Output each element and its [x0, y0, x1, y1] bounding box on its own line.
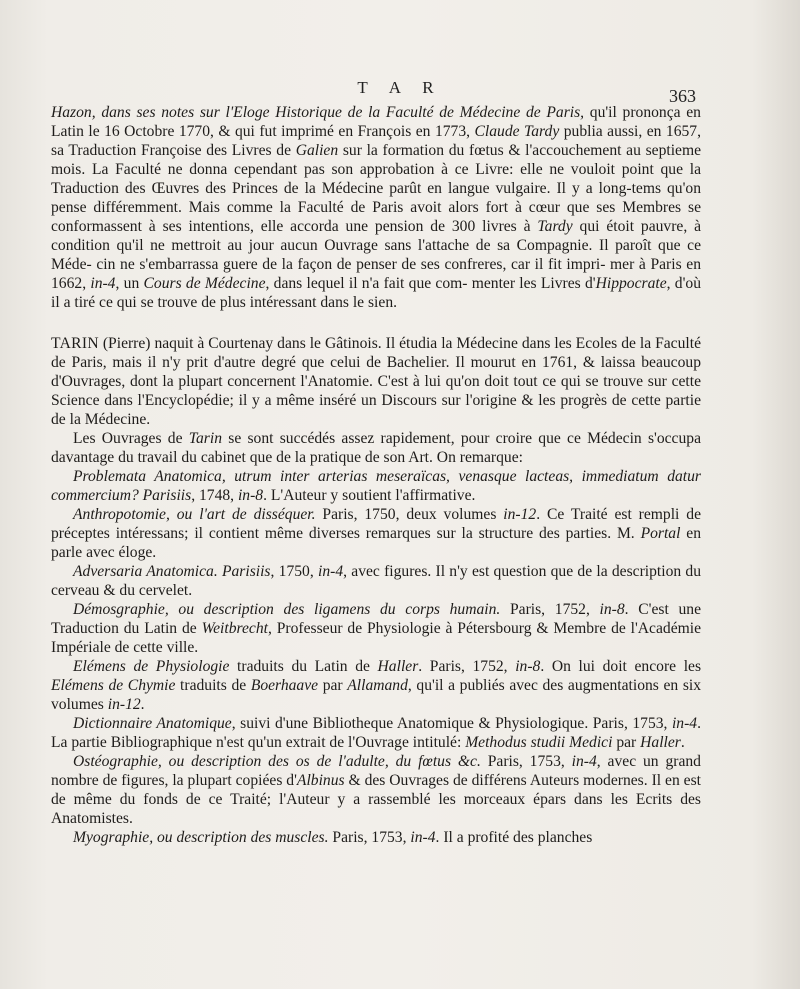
text-line: qu'il prononça en Latin le 16 Octobre 1770, & qui fut imprimé en François en [51, 104, 701, 140]
work-text: , avec figures. Il n'y est question que de la description du cerveau & du cervelet. [51, 563, 702, 599]
headword: TARIN [51, 335, 99, 352]
author-name: Portal [640, 525, 681, 542]
work-text: . [680, 734, 685, 751]
author-name: Galien [295, 142, 339, 159]
format: in-8 [599, 601, 625, 618]
work-text: traduits de [175, 677, 251, 694]
text-line: y a long-tems qu'on pense différemment. Mais comme la Faculté de Paris avoit [51, 180, 701, 216]
text-line: sur la formation du fœtus & l'accouchement au septieme mois. La Faculté [51, 142, 702, 178]
author-name: Haller [640, 734, 681, 751]
work-text: , avec un grand nombre de figures, la plupart copiées d' [51, 753, 701, 789]
page-text [51, 103, 701, 847]
format: in-4 [410, 829, 436, 846]
work-entry [51, 752, 701, 828]
text-line: , dans lequel il n'a fait que com- [265, 275, 468, 292]
author-name: Albinus [296, 772, 345, 789]
author-name: Boerhaave [250, 677, 319, 694]
text-line: au jour aucun Ouvrage sans l'attache de sa Compagnie. Il paroît que ce Méde- [51, 237, 701, 273]
author-name: Hippocrate [595, 275, 667, 292]
work-entry [51, 600, 701, 657]
work-title: Démosgraphie, ou description des ligamens du corps humain. [73, 601, 501, 618]
text-line: menter les Livres d' [471, 275, 596, 292]
author-name: Tarin [188, 430, 222, 447]
work-text: . La partie Bibliographique n'est qu'un extrait de l'Ouvrage intitulé: [51, 715, 701, 751]
format: in-12 [107, 696, 141, 713]
work-text: , Professeur de Physiologie à Pétersbourg & Membre de l'Académie Impériale de cette ville. [51, 620, 701, 656]
work-title: Dictionnaire Anatomique [73, 715, 232, 732]
work-title: Ostéographie, ou description des os de l'adulte, du fœtus &c. [73, 753, 481, 770]
work-text: . Paris, 1752, [418, 658, 516, 675]
work-text: , 1748, [191, 487, 238, 504]
format: in-8 [515, 658, 541, 675]
work-entry [51, 505, 701, 562]
work-text: . L'Auteur y soutient l'affirmative. [263, 487, 476, 504]
work-text: & des Ouvrages de différens Auteurs modernes. Il en est de même du fonds de ce Traité; l'Auteur y a rassemblé les morceaux épars dans les Ecrits des Anatomistes. [51, 772, 701, 827]
work-text: . Ce Traité est rempli de préceptes intéressans; il contient même diverses remarques sur la structure des parties. M. [51, 506, 701, 542]
entry-paragraph [51, 429, 701, 467]
author-name: Allamand [347, 677, 408, 694]
text-line: Hazon, dans ses notes sur l'Eloge Historique de la Faculté de Médecine de Paris, [51, 104, 585, 121]
page-number: 363 [669, 86, 696, 106]
work-text: en parle avec éloge. [51, 525, 701, 561]
work-entry [51, 467, 701, 505]
work-text: par [612, 734, 641, 751]
work-entry [51, 828, 701, 847]
format: in-4 [318, 563, 344, 580]
running-head: T A R [357, 78, 443, 97]
work-text: Paris, 1753, [328, 829, 411, 846]
text-line: 1773, [434, 123, 471, 140]
work-text: Paris, 1750, deux volumes [315, 506, 504, 523]
text-line: cin ne s'embarrassa guere de la façon de penser de ses confreres, car il fit impri- [96, 256, 606, 273]
work-text: , suivi d'une Bibliotheque Anatomique & Physiologique. Paris, 1753, [231, 715, 672, 732]
work-entry [51, 714, 701, 752]
author-name: Tardy [537, 218, 573, 235]
work-title: Problemata Anatomica, utrum inter arterias meseraïcas, venasque lacteas, immediatum datur commercium? Parisiis [51, 468, 701, 504]
work-title: Elémens de Chymie [51, 677, 176, 694]
text-line: Traduction des Œuvres des Princes de la Médecine parût en langue vulgaire. Il [51, 180, 566, 197]
work-text: , qu'il a publiés avec des augmentations en six volumes [51, 677, 702, 713]
work-title: Anthropotomie, ou l'art de disséquer. [73, 506, 316, 523]
work-text: . C'est une Traduction du Latin de [51, 601, 701, 637]
work-text: . [140, 696, 145, 713]
author-name: Weitbrecht [201, 620, 268, 637]
format: in-12 [503, 506, 537, 523]
format: in-4 [571, 753, 597, 770]
work-entry [51, 657, 701, 714]
work-text: traduits du Latin de [229, 658, 378, 675]
format: in-4 [671, 715, 698, 732]
work-text: Paris, 1753, [480, 753, 572, 770]
work-title: Myographie, ou description des muscles. [73, 829, 329, 846]
work-text: , 1750, [270, 563, 318, 580]
text-line: publia aussi, en 1657, sa Traduction Françoise des Livres de [51, 123, 701, 159]
work-title: Cours de Médecine [143, 275, 266, 292]
work-text: . On lui doit encore les [540, 658, 702, 675]
entry-text: Les Ouvrages de [73, 430, 189, 447]
continuation-paragraph [51, 103, 701, 312]
format: in-8 [237, 487, 264, 504]
text-line: alors fort à cœur que ses Membres se conformassent à ses intentions, elle accorda [51, 199, 701, 235]
text-line: dans le sien. [320, 294, 398, 311]
text-line: , d'où il a tiré ce qui se trouve de plus intéressant [51, 275, 701, 311]
work-title: Elémens de Physiologie [73, 658, 230, 675]
text-line: , un [115, 275, 144, 292]
author-name: Claude Tardy [474, 123, 560, 140]
work-text: par [318, 677, 348, 694]
work-title: Methodus studii Medici [465, 734, 613, 751]
text-line: ne donna cependant pas son approbation à ce Livre: elle ne vouloit point que la [167, 161, 701, 178]
format: in-4 [90, 275, 116, 292]
text-line: une pension de 300 livres à [345, 218, 538, 235]
entry-text: se sont succédés assez rapidement, pour croire que ce Médecin s'occupa davantage du travail du cabinet que de la pratique de son Art. On remarque: [51, 430, 701, 466]
work-title: Adversaria Anatomica. Parisiis [73, 563, 271, 580]
work-text: Paris, 1752, [500, 601, 600, 618]
text-line: mer à Paris en 1662, [51, 256, 702, 292]
text-line: qui étoit pauvre, à condition qu'il ne mettroit [51, 218, 702, 254]
entry-text: (Pierre) naquit à Courtenay dans le Gâtinois. Il étudia la Médecine dans les Ecoles de la Faculté de Paris, mais il n'y prit d'autre degré que celui de Bachelier. Il mourut en 1761, & laissa beaucoup d'Ouvrages, dont la plupart concernent l'Anatomie. C'est à lui qu'on doit tout ce qui se trouve sur cette Science dans l'Encyclopédie; il y a même inséré un Discours sur l'origine & les progrès de cette partie de la Médecine. [51, 335, 701, 428]
author-name: Haller [377, 658, 419, 675]
work-entry [51, 562, 701, 600]
entry-tarin [51, 334, 701, 429]
work-text: . Il a profité des planches [435, 829, 593, 846]
